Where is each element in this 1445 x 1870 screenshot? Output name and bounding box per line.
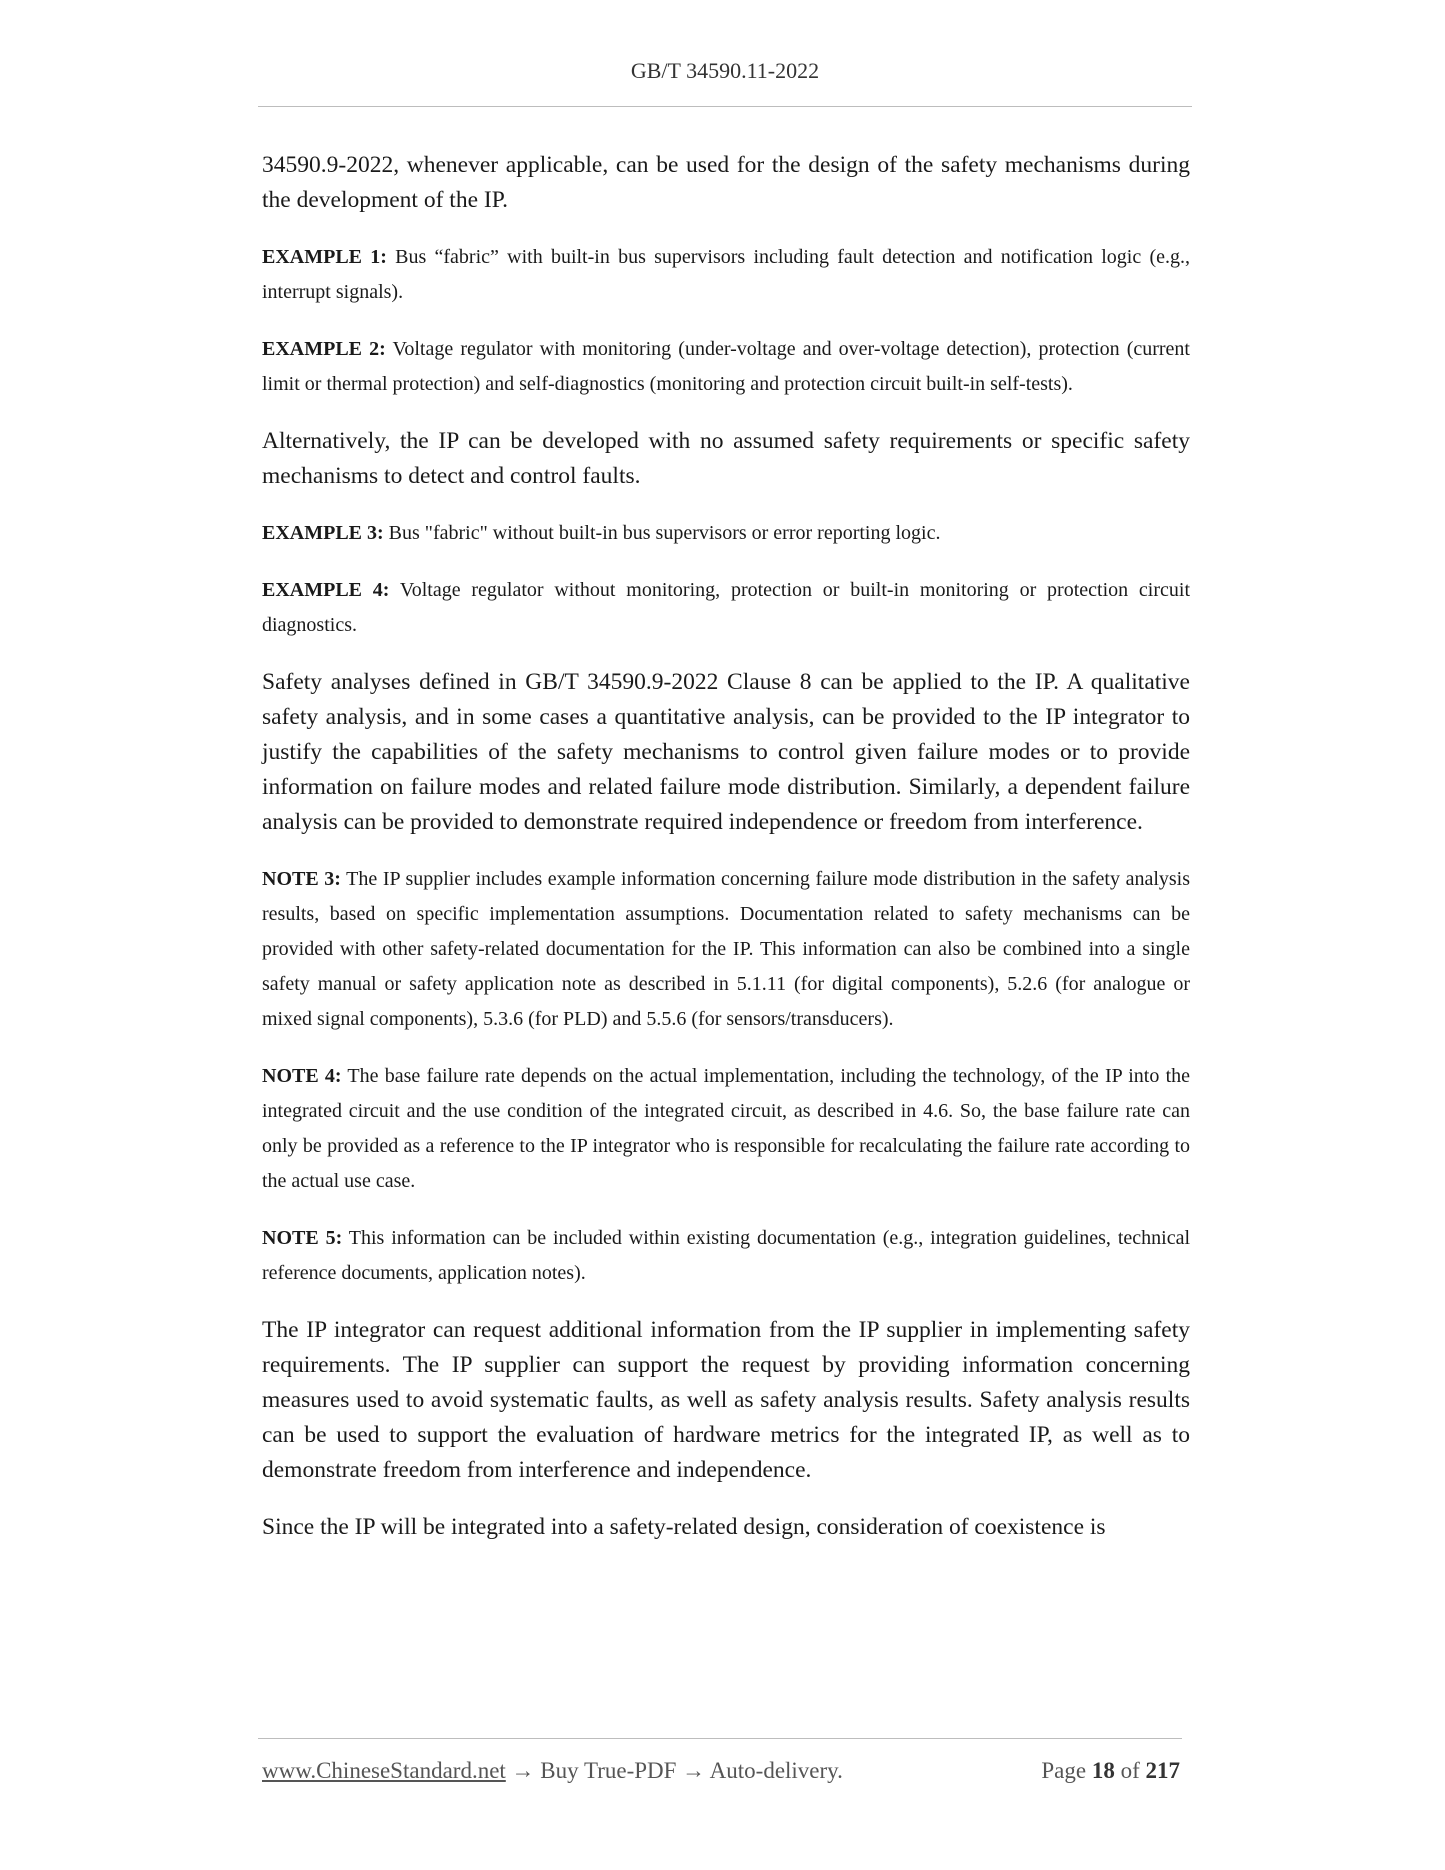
note-text: The base failure rate depends on the actual implementation, including the technology, of the IP into the integrated circuit and the use condition of the integrated circuit, as described in 4.6. So, the base failure rate can only be provided as a reference to the IP integrator who is responsible for recalculating the failure rate according to the actual use case. [262,1065,1191,1192]
note-3 [262,862,1190,1037]
body-paragraph: Safety analyses defined in GB/T 34590.9-2022 Clause 8 can be applied to the IP. A qualitative safety analysis, and in some cases a quantitative analysis, can be provided to the IP integrator to justify the capabilities of the safety mechanisms to control given failure modes or to provide information on failure modes and related failure mode distribution. Similarly, a dependent failure analysis can be provided to demonstrate required independence or freedom from interference. [262,669,1190,835]
body-paragraph: Alternatively, the IP can be developed with no assumed safety requirements or specific safety mechanisms to detect and control faults. [262,428,1190,489]
example-2 [262,332,1190,402]
page-header-title: GB/T 34590.11-2022 [630,58,820,83]
example-label: EXAMPLE 1: [262,246,387,268]
example-label: EXAMPLE 2: [262,338,386,360]
note-label: NOTE 3: [262,868,341,890]
example-1 [262,240,1190,310]
website-link[interactable]: www.ChineseStandard.net [262,1758,506,1783]
footer-tagline: → Buy True-PDF → Auto-delivery. [505,1758,843,1783]
note-label: NOTE 5: [262,1227,343,1249]
example-text: Bus “fabric” with built-in bus supervisors including fault detection and notification logic (e.g., interrupt signals). [262,246,1190,303]
footer-promo [262,1758,843,1784]
example-text: Bus "fabric" without built-in bus supervisors or error reporting logic. [383,522,941,544]
note-text: The IP supplier includes example information concerning failure mode distribution in the safety analysis results, based on specific implementation assumptions. Documentation related to safety mechanisms can be provided with other safety-related documentation for the IP. This information can also be combined into a single safety manual or safety application note as described in 5.1.11 (for digital components), 5.2.6 (for analogue or mixed signal components), 5.3.6 (for PLD) and 5.5.6 (for sensors/transducers). [262,868,1191,1030]
header-divider [258,106,1192,107]
page-number [1041,1758,1180,1784]
page-prefix: Page [1041,1758,1092,1783]
body-paragraph: The IP integrator can request additional information from the IP supplier in implementing safety requirements. The IP supplier can support the request by providing information concerning measures used to avoid systematic faults, as well as safety analysis results. Safety analysis results can be used to support the evaluation of hardware metrics for the integrated IP, as well as to demonstrate freedom from interference and independence. [262,1317,1190,1483]
example-label: EXAMPLE 4: [262,579,390,601]
example-3 [262,516,1190,551]
example-label: EXAMPLE 3: [262,522,384,544]
note-4 [262,1059,1190,1199]
example-text: Voltage regulator without monitoring, protection or built-in monitoring or protection circuit diagnostics. [262,579,1190,636]
example-text: Voltage regulator with monitoring (under-voltage and over-voltage detection), protection (current limit or thermal protection) and self-diagnostics (monitoring and protection circuit built-in self-tests). [262,338,1190,395]
note-label: NOTE 4: [262,1065,342,1087]
body-paragraph: 34590.9-2022, whenever applicable, can be used for the design of the safety mechanisms during the development of the IP. [262,152,1190,213]
footer-divider [258,1738,1182,1739]
example-4 [262,573,1190,643]
page-of: of [1114,1758,1146,1783]
document-body [262,148,1190,1567]
page-total: 217 [1145,1758,1180,1783]
body-paragraph: Since the IP will be integrated into a safety-related design, consideration of coexistence is [262,1514,1106,1540]
note-5 [262,1221,1190,1291]
note-text: This information can be included within existing documentation (e.g., integration guidelines, technical reference documents, application notes). [262,1227,1191,1284]
page-current: 18 [1091,1758,1115,1783]
